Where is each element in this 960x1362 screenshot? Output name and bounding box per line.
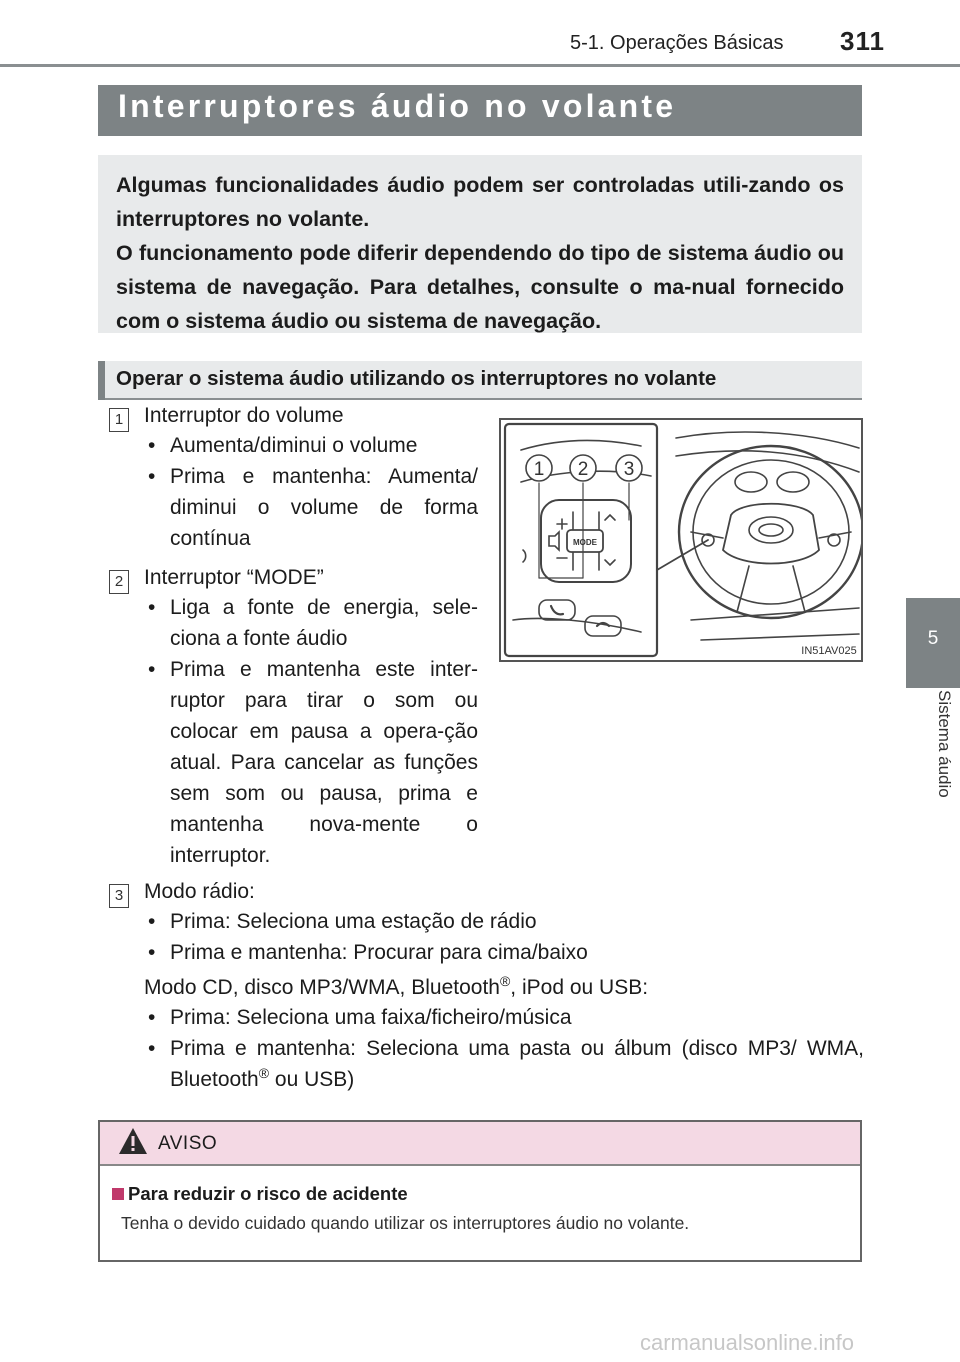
- list-item: • Prima e mantenha: Seleciona uma pasta ou álbum (disco MP3/ WMA, Bluetooth® ou USB): [144, 1033, 864, 1095]
- bullet-list: [144, 906, 864, 968]
- item-number-3: 3: [109, 884, 129, 908]
- warning-heading: Para reduzir o risco de acidente: [128, 1183, 408, 1204]
- list-item: • Aumenta/diminui o volume: [144, 430, 478, 461]
- list-item: • Prima: Seleciona uma faixa/ficheiro/música: [144, 1002, 864, 1033]
- item-volume: [144, 404, 478, 554]
- item-title: Modo rádio:: [144, 880, 255, 903]
- header-rule: [0, 64, 960, 67]
- warning-label: AVISO: [158, 1133, 218, 1154]
- page-number: 311: [840, 26, 885, 56]
- intro-paragraph-2: O funcionamento pode diferir dependendo do tipo de sistema áudio ou sistema de navegação. Para detalhes, consulte o ma-nual fornecido com o sistema áudio ou sistema de navegação.: [116, 241, 844, 333]
- list-item: • Prima e mantenha: Procurar para cima/baixo: [144, 937, 864, 968]
- bullet-list: [144, 592, 478, 871]
- callout-label-2: 2: [577, 459, 589, 480]
- mode-button-label: MODE: [573, 538, 597, 547]
- subsection-accent: [98, 361, 105, 400]
- item-title: Interruptor “MODE”: [144, 566, 324, 589]
- intro-text: [116, 168, 844, 338]
- callout-label-1: 1: [533, 459, 545, 480]
- item-number-2: 2: [109, 570, 129, 594]
- list-item: • Prima e mantenha: Aumenta/ diminui o volume de forma contínua: [144, 461, 478, 554]
- list-item: • Prima e mantenha este inter-ruptor para tirar o som ou colocar em pausa a opera-ção atual. Para cancelar as funções sem som ou pausa, prima e mantenha nova-mente o interruptor.: [144, 654, 478, 871]
- steering-switch-illustration: [499, 418, 863, 662]
- list-item: • Prima: Seleciona uma estação de rádio: [144, 906, 864, 937]
- steering-wheel-drawing: [501, 420, 861, 660]
- running-header-section: 5-1. Operações Básicas: [570, 32, 784, 54]
- page-title: Interruptores áudio no volante: [118, 88, 677, 124]
- subsection-heading: Operar o sistema áudio utilizando os interruptores no volante: [116, 367, 717, 390]
- item-subtitle: Modo CD, disco MP3/WMA, Bluetooth®, iPod ou USB:: [144, 973, 649, 999]
- chapter-label: Sistema áudio: [935, 690, 954, 798]
- list-item: • Liga a fonte de energia, sele-ciona a fonte áudio: [144, 592, 478, 654]
- chapter-number: 5: [927, 628, 939, 649]
- watermark: carmanualsonline.info: [640, 1330, 855, 1355]
- intro-paragraph-1: Algumas funcionalidades áudio podem ser controladas utili-zando os interruptores no volante.: [116, 173, 844, 231]
- item-number-1: 1: [109, 408, 129, 432]
- item-seek: [144, 880, 864, 1095]
- chapter-label-container: [906, 690, 960, 840]
- warning-bullet-square: [112, 1188, 124, 1200]
- item-mode: [144, 566, 478, 871]
- bullet-list: [144, 430, 478, 554]
- figure-code: IN51AV025: [801, 645, 857, 657]
- warning-body: Tenha o devido cuidado quando utilizar os interruptores áudio no volante.: [121, 1213, 690, 1233]
- item-title: Interruptor do volume: [144, 404, 344, 427]
- warning-triangle-icon: [117, 1126, 149, 1161]
- callout-label-3: 3: [623, 459, 635, 480]
- bullet-list: [144, 1002, 864, 1095]
